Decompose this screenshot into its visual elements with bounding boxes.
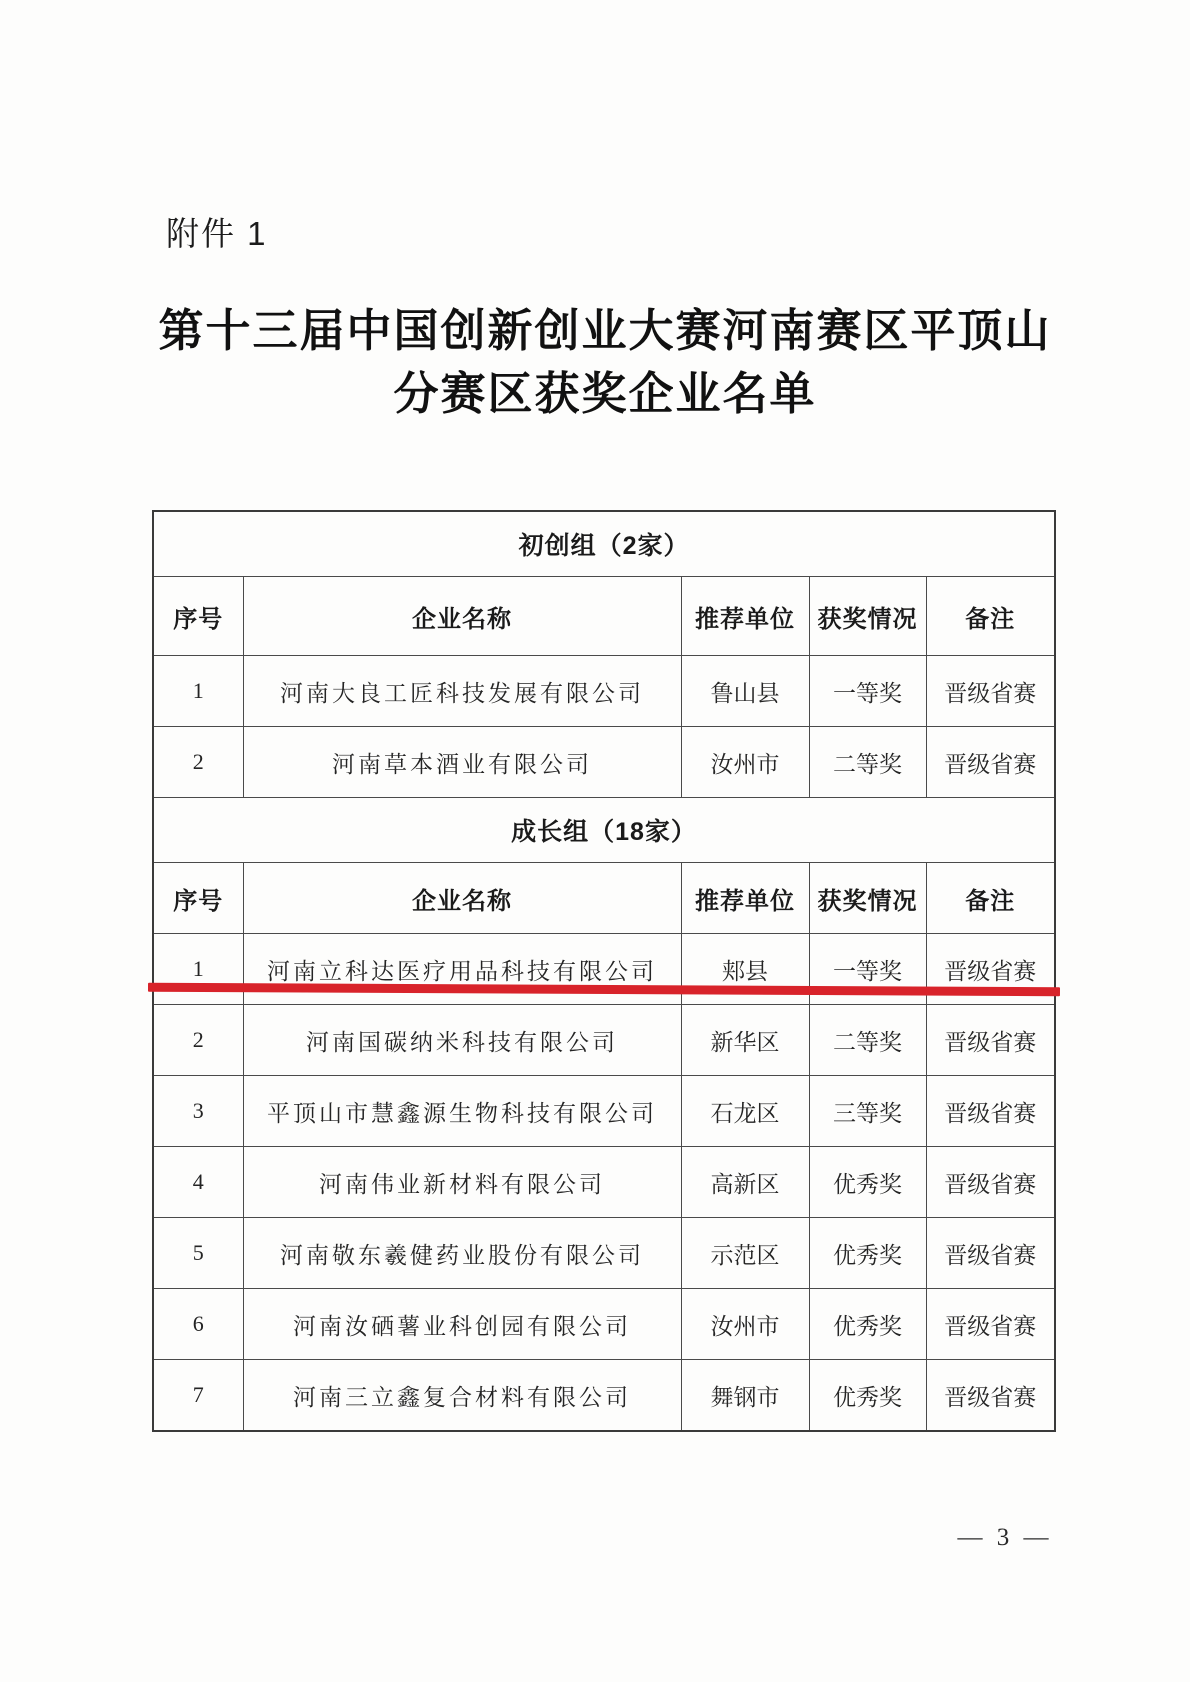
attachment-label: 附件 1	[166, 215, 268, 252]
title-line-2: 分赛区获奖企业名单	[393, 369, 817, 419]
cell-remark: 晋级省赛	[926, 1218, 1055, 1289]
cell-recommender: 舞钢市	[681, 1360, 809, 1432]
cell-recommender: 汝州市	[681, 1289, 809, 1360]
cell-award: 优秀奖	[809, 1218, 926, 1289]
row-startup-1	[153, 656, 1055, 727]
cell-award: 一等奖	[809, 656, 926, 727]
column-header-row-startup	[153, 577, 1055, 656]
cell-serial: 2	[153, 727, 243, 798]
cell-recommender: 郏县	[681, 934, 809, 1005]
group-header-startup	[153, 511, 1055, 577]
group-title-growth: 成长组（18家）	[153, 798, 1055, 863]
cell-serial: 4	[153, 1147, 243, 1218]
row-growth-5	[153, 1218, 1055, 1289]
row-growth-2	[153, 1005, 1055, 1076]
awards-table-grid	[152, 510, 1056, 1432]
page-number: — 3 —	[957, 1524, 1053, 1551]
title-line-1: 第十三届中国创新创业大赛河南赛区平顶山	[158, 306, 1052, 356]
row-startup-2	[153, 727, 1055, 798]
awards-table	[152, 510, 1054, 1432]
cell-company: 河南草本酒业有限公司	[243, 727, 681, 798]
cell-remark: 晋级省赛	[926, 1005, 1055, 1076]
column-header-recommender: 推荐单位	[681, 863, 809, 934]
column-header-award: 获奖情况	[809, 577, 926, 656]
cell-award: 优秀奖	[809, 1147, 926, 1218]
cell-recommender: 示范区	[681, 1218, 809, 1289]
cell-serial: 1	[153, 934, 243, 1005]
document-title	[95, 300, 1115, 426]
column-header-award: 获奖情况	[809, 863, 926, 934]
cell-award: 一等奖	[809, 934, 926, 1005]
row-growth-6	[153, 1289, 1055, 1360]
cell-remark: 晋级省赛	[926, 727, 1055, 798]
group-header-growth	[153, 798, 1055, 863]
column-header-remark: 备注	[926, 577, 1055, 656]
cell-award: 二等奖	[809, 727, 926, 798]
column-header-company: 企业名称	[243, 863, 681, 934]
cell-remark: 晋级省赛	[926, 1360, 1055, 1432]
column-header-remark: 备注	[926, 863, 1055, 934]
cell-award: 三等奖	[809, 1076, 926, 1147]
cell-award: 优秀奖	[809, 1289, 926, 1360]
column-header-serial: 序号	[153, 863, 243, 934]
row-growth-4	[153, 1147, 1055, 1218]
cell-remark: 晋级省赛	[926, 1147, 1055, 1218]
cell-recommender: 鲁山县	[681, 656, 809, 727]
column-header-row-growth	[153, 863, 1055, 934]
column-header-recommender: 推荐单位	[681, 577, 809, 656]
column-header-serial: 序号	[153, 577, 243, 656]
cell-recommender: 石龙区	[681, 1076, 809, 1147]
cell-company: 河南三立鑫复合材料有限公司	[243, 1360, 681, 1432]
cell-remark: 晋级省赛	[926, 1076, 1055, 1147]
cell-serial: 1	[153, 656, 243, 727]
cell-remark: 晋级省赛	[926, 934, 1055, 1005]
cell-recommender: 汝州市	[681, 727, 809, 798]
cell-company: 河南汝硒薯业科创园有限公司	[243, 1289, 681, 1360]
group-title-startup: 初创组（2家）	[153, 511, 1055, 577]
cell-serial: 6	[153, 1289, 243, 1360]
cell-recommender: 高新区	[681, 1147, 809, 1218]
cell-company: 河南国碳纳米科技有限公司	[243, 1005, 681, 1076]
cell-company: 河南大良工匠科技发展有限公司	[243, 656, 681, 727]
cell-company: 河南伟业新材料有限公司	[243, 1147, 681, 1218]
cell-company: 平顶山市慧鑫源生物科技有限公司	[243, 1076, 681, 1147]
cell-serial: 5	[153, 1218, 243, 1289]
cell-remark: 晋级省赛	[926, 656, 1055, 727]
cell-award: 优秀奖	[809, 1360, 926, 1432]
column-header-company: 企业名称	[243, 577, 681, 656]
row-growth-7	[153, 1360, 1055, 1432]
cell-company: 河南立科达医疗用品科技有限公司	[243, 934, 681, 1005]
row-growth-3	[153, 1076, 1055, 1147]
cell-recommender: 新华区	[681, 1005, 809, 1076]
cell-serial: 7	[153, 1360, 243, 1432]
cell-company: 河南敬东羲健药业股份有限公司	[243, 1218, 681, 1289]
cell-serial: 3	[153, 1076, 243, 1147]
cell-award: 二等奖	[809, 1005, 926, 1076]
cell-remark: 晋级省赛	[926, 1289, 1055, 1360]
cell-serial: 2	[153, 1005, 243, 1076]
